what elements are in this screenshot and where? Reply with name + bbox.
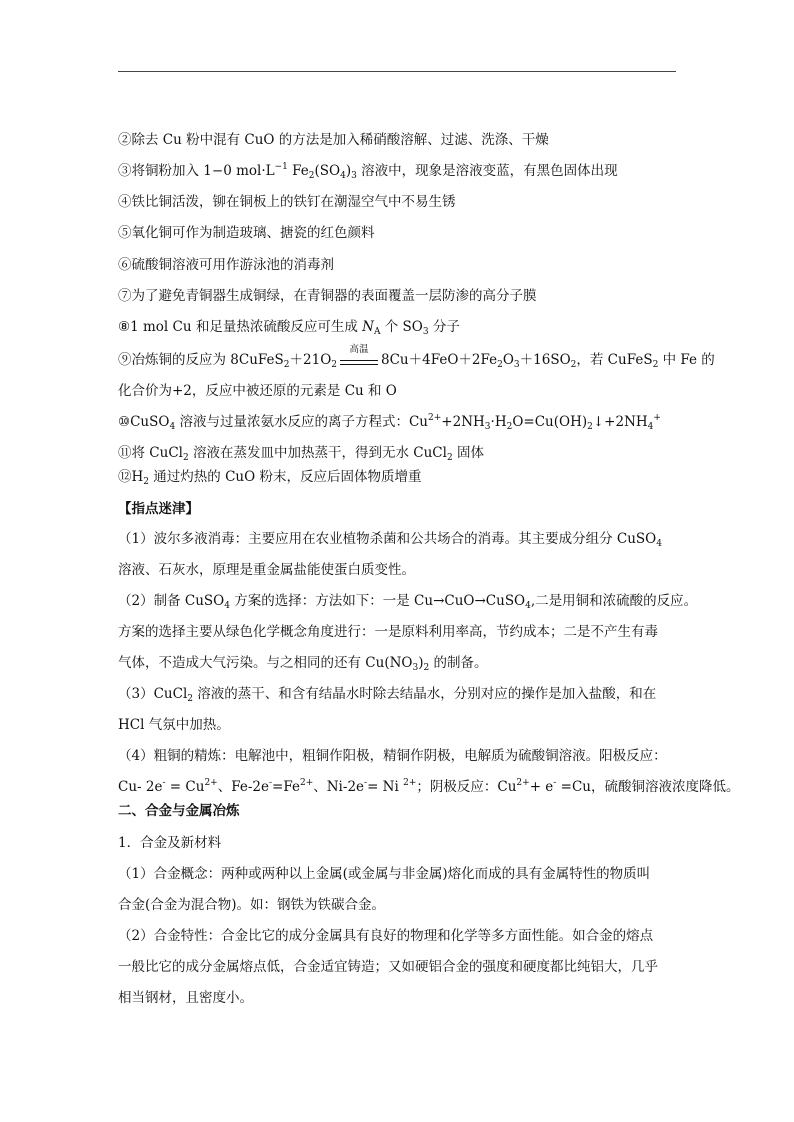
item-10: ⑩CuSO$_4$ 溶液与过量浓氨水反应的离子方程式：$Cu^{2+}+2NH_3\cdot H_2O=Cu(OH)_2↓+2NH_4^+$ <box>118 413 661 432</box>
alloy-concept-line-1: （1）合金概念：两种或两种以上金属(或金属与非金属)熔化而成的具有金属特性的物质叫 <box>118 866 651 882</box>
tip-4: （4）粗铜的精炼：电解池中，粗铜作阳极，精铜作阴极，电解质为硫酸铜溶液。阳极反应： <box>118 748 667 764</box>
item-2: ②除去 Cu 粉中混有 CuO 的方法是加入稀硝酸溶解、过滤、洗涤、干燥 <box>118 132 549 148</box>
tips-heading: 【指点迷津】 <box>118 501 199 517</box>
double-bar-sign <box>340 360 378 365</box>
tip-2-line-2: 方案的选择主要从绿色化学概念角度进行：一是原料利用率高，节约成本；二是不产生有毒 <box>118 624 658 640</box>
item-6: ⑥硫酸铜溶液可用作游泳池的消毒剂 <box>118 257 334 273</box>
alloy-property-line-3: 相当钢材，且密度小。 <box>118 990 253 1006</box>
item-7: ⑦为了避免青铜器生成铜绿，在青铜器的表面覆盖一层防渗的高分子膜 <box>118 288 537 304</box>
item-3: ③将铜粉加入 1−0 $mol\cdot L^{-1}$ $Fe_2(SO_4)_3$ 溶液中，现象是溶液变蓝，有黑色固体出现 <box>118 162 618 181</box>
alloy-property-line-1: （2）合金特性：合金比它的成分金属具有良好的物理和化学等多方面性能。如合金的熔点 <box>118 928 654 944</box>
tip-4-line-2: Cu- $2e^- = Cu^{2+}$、$Fe-2e^-=Fe^{2+}$、Ni-2e-= Ni $^{2+}$；阴极反应：$Cu^{2+}+ e^- =Cu$，硫酸铜溶液浓度降低。 <box>118 778 740 795</box>
tip-3-line-2: HCl 气氛中加热。 <box>118 717 230 733</box>
item-9-line-2: 化合价为+2，反应中被还原的元素是 Cu 和 O <box>118 383 397 399</box>
section-2-sub-1: 1．合金及新材料 <box>118 835 222 851</box>
tip-2: （2）制备 CuSO$_4$ 方案的选择：方法如下：一是 Cu→CuO→CuSO$_4$,二是用铜和浓硫酸的反应。 <box>118 593 698 611</box>
alloy-property-line-2: 一般比它的成分金属熔点低，合金适宜铸造；又如硬铝合金的强度和硬度都比纯铝大，几乎 <box>118 959 658 975</box>
section-2-heading: 二、合金与金属冶炼 <box>118 803 240 819</box>
tip-2-line-3: 气体，不造成大气污染。与之相同的还有 $Cu(NO_3)_2$ 的制备。 <box>118 655 488 673</box>
item-11: ⑪将 CuCl$_2$ 溶液在蒸发皿中加热蒸干，得到无水 CuCl$_2$ 固体 <box>118 445 484 463</box>
item-9: ⑨冶炼铜的反应为 $8CuFeS_2+21O_2$ 高温 $8Cu+4FeO+2Fe_2O_3+16SO_2$，若 CuFeS$_2$ 中 Fe 的 <box>118 344 715 370</box>
item-4: ④铁比铜活泼，铆在铜板上的铁钉在潮湿空气中不易生锈 <box>118 194 456 210</box>
tip-3: （3）CuCl$_2$ 溶液的蒸干、和含有结晶水时除去结晶水，分别对应的操作是加入盐酸，和在 <box>118 686 657 704</box>
alloy-concept-line-2: 合金(合金为混合物)。如：钢铁为铁碳合金。 <box>118 897 386 913</box>
tip-1-line-2: 溶液、石灰水，原理是重金属盐能使蛋白质变性。 <box>118 562 415 578</box>
reaction-condition: 高温 <box>338 351 380 369</box>
tip-1: （1）波尔多液消毒：主要应用在农业植物杀菌和公共场合的消毒。其主要成分组分 CuSO$_4$ <box>118 531 662 549</box>
header-rule <box>118 71 676 72</box>
item-12: $⑫H_2$ 通过灼热的 CuO 粉末，反应后固体物质增重 <box>118 469 422 487</box>
item-5: ⑤氧化铜可作为制造玻璃、搪瓷的红色颜料 <box>118 225 375 241</box>
item-8: ⑧1 mol Cu 和足量热浓硫酸反应可生成 $N_A$ 个 $SO_3$ 分子 <box>118 319 460 337</box>
